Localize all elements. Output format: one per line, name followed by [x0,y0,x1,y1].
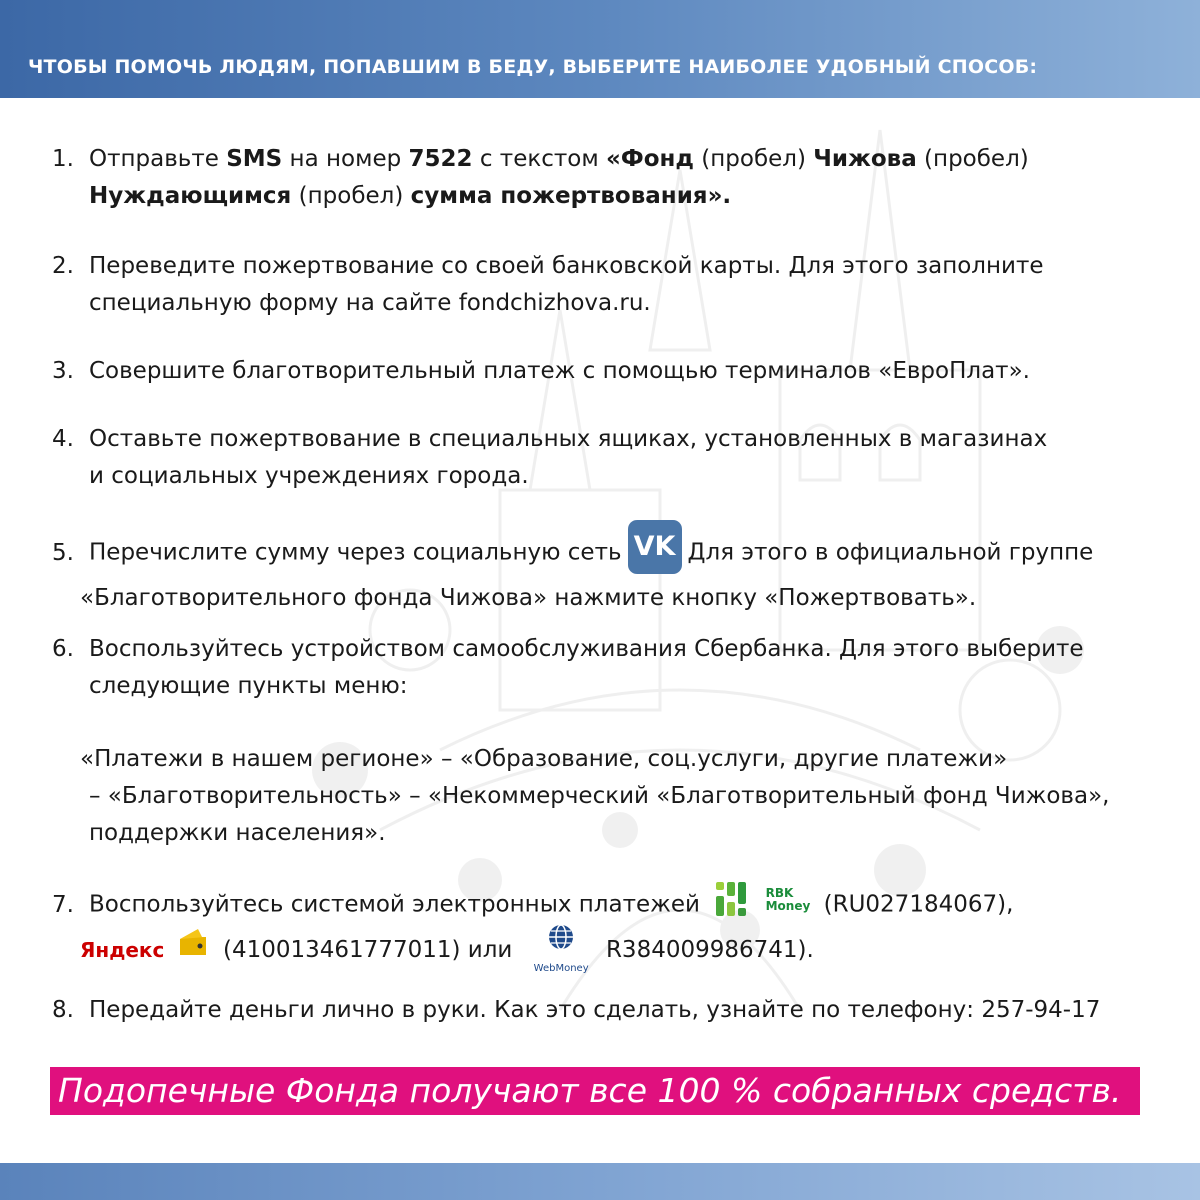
list-item-4 [52,421,1047,495]
item-2-line-1 [52,248,1044,285]
item-text: Воспользуйтесь системой электронных платежей [89,891,700,918]
webmoney-icon[interactable] [534,923,589,974]
item-number: 3. [52,358,74,384]
webmoney-account: R384009986741). [605,937,814,963]
banner-text: Подопечные Фонда получают все 100 % собранных средств. [58,1071,1122,1110]
item-number: 1. [52,146,74,172]
item-5-line-2: «Благотворительного фонда Чижова» нажмите кнопку «Пожертвовать». [80,585,977,611]
item-7-line-2 [52,925,1013,976]
item-number: 6. [52,636,74,662]
item-text: Совершите благотворительный платеж с помощью терминалов «ЕвроПлат». [89,358,1030,384]
text-segment: с текстом [472,146,607,172]
footer-bar [0,1163,1200,1200]
item-2-line-2: специальную форму на сайте fondchizhova.ru. [89,290,651,316]
rbk-money-label: Money [765,899,811,913]
sms-label: SMS [226,146,283,172]
item-number: 7. [52,891,74,918]
item-number: 2. [52,253,74,279]
vk-icon[interactable]: VK [628,520,682,574]
wallet-shape [176,925,210,957]
header-title: ЧТОБЫ ПОМОЧЬ ЛЮДЯМ, ПОПАВШИМ В БЕДУ, ВЫБЕРИТЕ НАИБОЛЕЕ УДОБНЫЙ СПОСОБ: [28,56,1038,78]
webmoney-label: WebMoney [533,963,589,974]
item-number: 5. [52,539,74,566]
item-text: Оставьте пожертвование в специальных ящиках, установленных в магазинах [89,426,1048,452]
sms-keyword-1: «Фонд [606,146,694,172]
yandex-wallet-icon[interactable] [176,925,210,969]
rbk-label: RBK [765,886,794,900]
menu-path-line-3: поддержки населения». [89,820,386,846]
sms-number: 7522 [408,146,473,172]
list-item-6 [52,631,1084,705]
text-segment: Отправьте [89,146,227,172]
text-segment: на номер [282,146,409,172]
item-1-line-2 [52,178,1029,215]
item-8-line-1 [52,992,1100,1029]
item-3-line-1 [52,353,1030,390]
list-item-1 [52,141,1029,215]
list-item-5 [52,526,1093,617]
item-7-line-1 [52,885,1013,925]
menu-path-line-2: – «Благотворительность» – «Некоммерческий «Благотворительный фонд Чижова», [89,783,1110,809]
item-4-line-1 [52,421,1047,458]
item-6-line-1 [52,631,1084,668]
item-text: Перечислите сумму через социальную сеть [89,539,622,566]
menu-path [52,741,1109,852]
item-text: Воспользуйтесь устройством самообслуживания Сбербанка. Для этого выберите [89,636,1084,662]
list-item-8 [52,992,1100,1029]
item-1-line-1 [52,141,1029,178]
rbk-money-icon[interactable] [715,880,810,920]
list-item-3 [52,353,1030,390]
rbk-account: (RU027184067), [823,891,1014,918]
yandex-account: (410013461777011) или [223,937,513,963]
sms-keyword-4: сумма пожертвования». [410,183,732,209]
item-number: 4. [52,426,74,452]
menu-path-line-1: «Платежи в нашем регионе» – «Образование, соц.услуги, другие платежи» [80,746,1008,772]
sms-keyword-2: Чижова [813,146,917,172]
sms-keyword-3: Нуждающимся [89,183,292,209]
item-4-line-2: и социальных учреждениях города. [89,463,529,489]
header-bar [0,0,1200,98]
highlight-banner [50,1067,1140,1115]
text-segment: (пробел) [916,146,1029,172]
yandex-label: Яндекс [80,938,165,962]
item-text: Для этого в официальной группе [687,539,1094,566]
globe-shape [543,923,579,951]
item-5-line-1 [52,526,1093,580]
item-text: Переведите пожертвование со своей банковской карты. Для этого заполните [89,253,1044,279]
item-number: 8. [52,997,74,1023]
list-item-2 [52,248,1044,322]
item-6-line-2: следующие пункты меню: [89,673,408,699]
item-text: Передайте деньги лично в руки. Как это сделать, узнайте по телефону: 257-94-17 [89,997,1101,1023]
list-item-7 [52,885,1013,976]
text-segment: (пробел) [291,183,411,209]
text-segment: (пробел) [693,146,814,172]
rbk-bars-icon [715,880,755,920]
